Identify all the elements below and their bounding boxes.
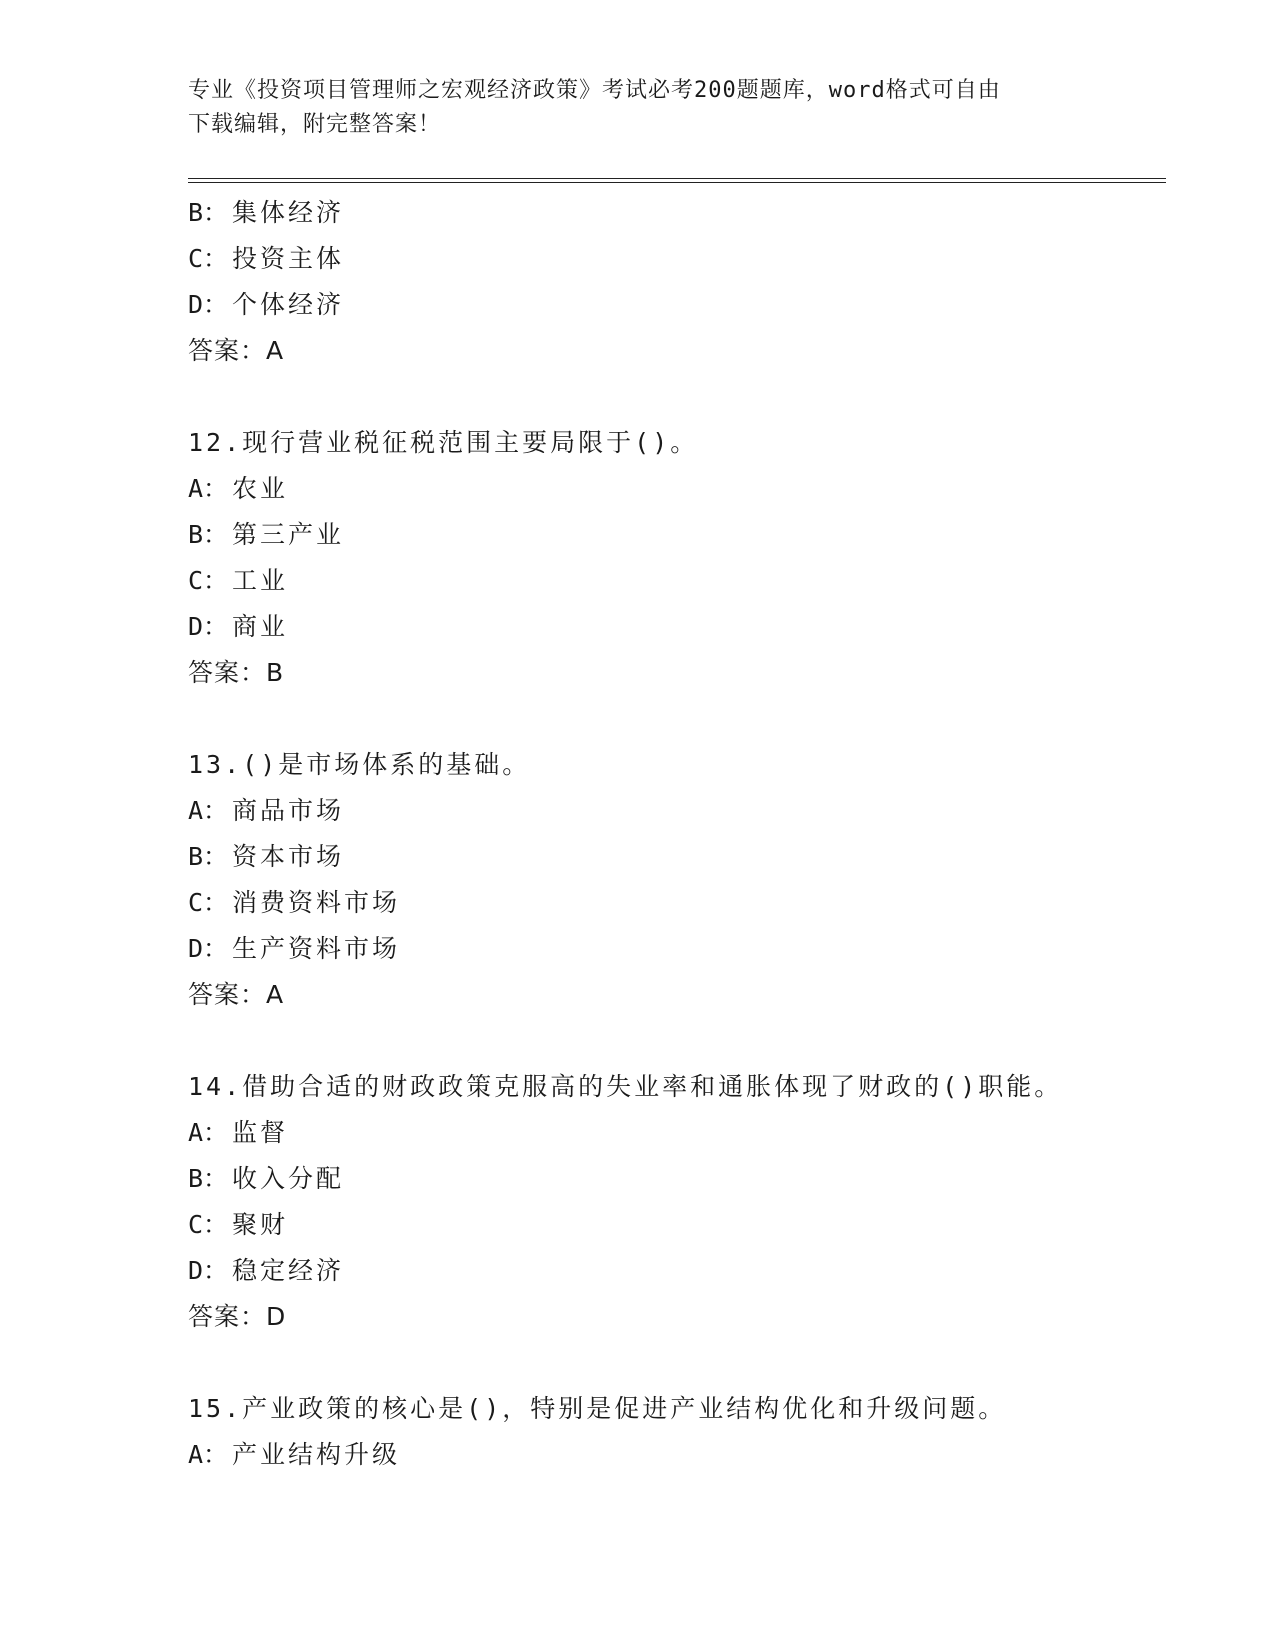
question-14 xyxy=(188,1064,1166,1340)
option-text: 产业结构升级 xyxy=(232,1440,401,1469)
header-line-2: 下载编辑，附完整答案！ xyxy=(188,112,442,137)
option-label: C： xyxy=(188,888,229,917)
option-label: C： xyxy=(188,1210,229,1239)
option-text: 消费资料市场 xyxy=(232,888,401,917)
option-text: 生产资料市场 xyxy=(232,934,401,963)
option-text: 收入分配 xyxy=(232,1164,345,1193)
option-b xyxy=(188,190,1166,236)
option-d xyxy=(188,1248,1166,1294)
question-stem: 13.()是市场体系的基础。 xyxy=(188,750,531,779)
option-c xyxy=(188,1202,1166,1248)
option-b xyxy=(188,512,1166,558)
option-label: A： xyxy=(188,796,229,825)
option-text: 投资主体 xyxy=(232,244,345,273)
option-c xyxy=(188,880,1166,926)
option-label: A： xyxy=(188,1118,229,1147)
question-11-partial xyxy=(188,190,1166,374)
option-text: 集体经济 xyxy=(232,198,345,227)
option-a xyxy=(188,1432,1166,1478)
option-label: B： xyxy=(188,1164,229,1193)
option-c xyxy=(188,558,1166,604)
option-d xyxy=(188,926,1166,972)
question-stem: 14.借助合适的财政政策克服高的失业率和通胀体现了财政的()职能。 xyxy=(188,1072,1063,1101)
answer-line: 答案：A xyxy=(188,336,285,365)
question-13 xyxy=(188,742,1166,1018)
question-list xyxy=(188,190,1166,1478)
option-label: D： xyxy=(188,612,229,641)
option-a xyxy=(188,788,1166,834)
option-label: D： xyxy=(188,934,229,963)
question-15 xyxy=(188,1386,1166,1478)
option-text: 个体经济 xyxy=(232,290,345,319)
option-text: 工业 xyxy=(232,566,289,595)
header-divider xyxy=(188,178,1166,183)
option-text: 聚财 xyxy=(232,1210,289,1239)
answer-line: 答案：A xyxy=(188,980,285,1009)
header-line-1: 专业《投资项目管理师之宏观经济政策》考试必考200题题库，word格式可自由 xyxy=(188,78,1001,103)
option-label: B： xyxy=(188,520,229,549)
option-c xyxy=(188,236,1166,282)
option-text: 商品市场 xyxy=(232,796,345,825)
option-d xyxy=(188,282,1166,328)
option-text: 农业 xyxy=(232,474,289,503)
option-label: B： xyxy=(188,842,229,871)
option-label: D： xyxy=(188,290,229,319)
option-a xyxy=(188,1110,1166,1156)
answer-line: 答案：B xyxy=(188,658,285,687)
option-text: 资本市场 xyxy=(232,842,345,871)
option-b xyxy=(188,1156,1166,1202)
option-label: A： xyxy=(188,1440,229,1469)
option-text: 商业 xyxy=(232,612,289,641)
answer-line: 答案：D xyxy=(188,1302,287,1331)
option-d xyxy=(188,604,1166,650)
option-label: A： xyxy=(188,474,229,503)
option-label: B： xyxy=(188,198,229,227)
option-text: 监督 xyxy=(232,1118,289,1147)
option-a xyxy=(188,466,1166,512)
document-header xyxy=(188,74,1068,142)
option-text: 稳定经济 xyxy=(232,1256,345,1285)
option-label: C： xyxy=(188,566,229,595)
option-label: D： xyxy=(188,1256,229,1285)
question-stem: 12.现行营业税征税范围主要局限于()。 xyxy=(188,428,699,457)
question-12 xyxy=(188,420,1166,696)
option-label: C： xyxy=(188,244,229,273)
option-b xyxy=(188,834,1166,880)
option-text: 第三产业 xyxy=(232,520,345,549)
question-stem: 15.产业政策的核心是()，特别是促进产业结构优化和升级问题。 xyxy=(188,1394,1007,1423)
